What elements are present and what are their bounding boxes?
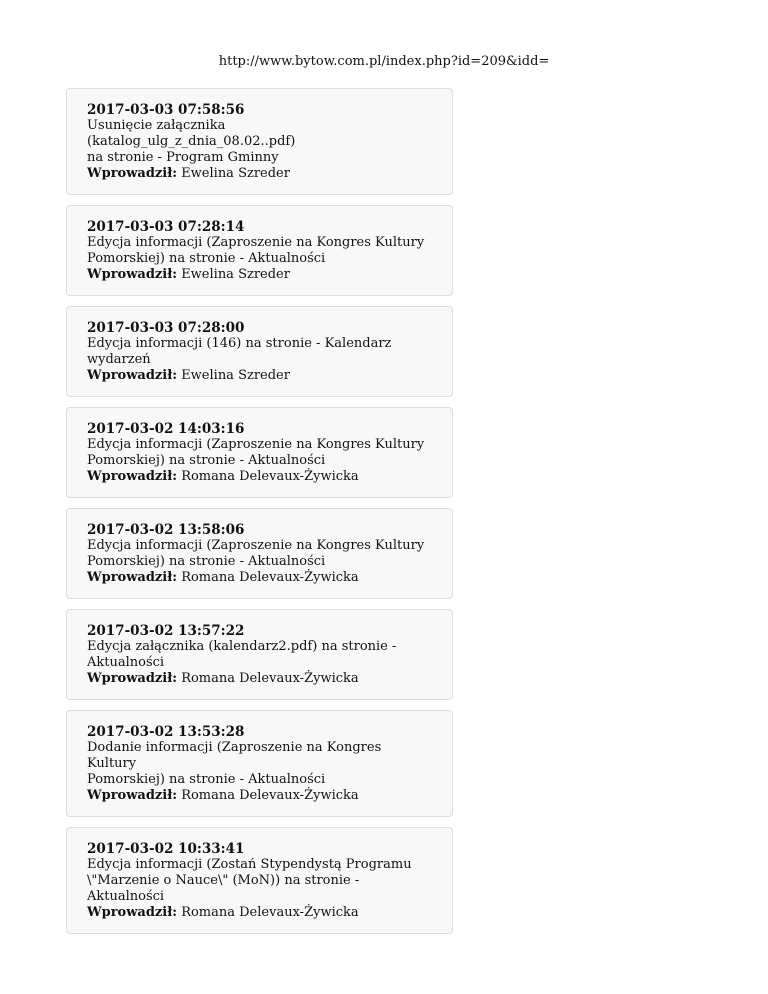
- author-name: Romana Delevaux-Żywicka: [181, 469, 359, 484]
- entry-description-line: Edycja informacji (Zostań Stypendystą Programu: [87, 857, 412, 872]
- author-label: Wprowadził:: [87, 671, 178, 686]
- entry-description-line: wydarzeń: [87, 352, 151, 367]
- entry-description-line: Pomorskiej) na stronie - Aktualności: [87, 772, 326, 787]
- entry-timestamp: 2017-03-03 07:58:56: [87, 102, 245, 118]
- entry-description-line: \"Marzenie o Nauce\" (MoN)) na stronie -: [87, 873, 360, 888]
- page-url: http://www.bytow.com.pl/index.php?id=209&idd=: [218, 54, 550, 69]
- log-entry: [66, 88, 453, 195]
- log-entry: [66, 508, 453, 599]
- log-entry: [66, 407, 453, 498]
- log-entry: [66, 827, 453, 934]
- author-name: Ewelina Szreder: [181, 166, 290, 181]
- author-label: Wprowadził:: [87, 788, 178, 803]
- entry-timestamp: 2017-03-03 07:28:14: [87, 219, 245, 235]
- log-entry: [66, 306, 453, 397]
- entry-description-line: Pomorskiej) na stronie - Aktualności: [87, 554, 326, 569]
- entry-author: [87, 368, 432, 384]
- author-label: Wprowadził:: [87, 166, 178, 181]
- log-entry: [66, 609, 453, 700]
- entry-timestamp: 2017-03-02 13:57:22: [87, 623, 245, 639]
- log-entry: [66, 205, 453, 296]
- entry-author: [87, 570, 432, 586]
- entry-description-line: Aktualności: [87, 889, 165, 904]
- entry-description-line: Pomorskiej) na stronie - Aktualności: [87, 251, 326, 266]
- entry-author: [87, 166, 432, 182]
- change-log-list: [66, 88, 453, 944]
- author-name: Romana Delevaux-Żywicka: [181, 905, 359, 920]
- entry-description-line: Edycja informacji (Zaproszenie na Kongres Kultury: [87, 235, 425, 250]
- entry-author: [87, 671, 432, 687]
- entry-timestamp: 2017-03-03 07:28:00: [87, 320, 245, 336]
- log-entry: [66, 710, 453, 817]
- entry-description-line: Edycja załącznika (kalendarz2.pdf) na stronie -: [87, 639, 397, 654]
- entry-description-line: Aktualności: [87, 655, 165, 670]
- entry-author: [87, 905, 432, 921]
- author-label: Wprowadził:: [87, 368, 178, 383]
- entry-timestamp: 2017-03-02 13:53:28: [87, 724, 245, 740]
- author-label: Wprowadził:: [87, 570, 178, 585]
- author-name: Romana Delevaux-Żywicka: [181, 788, 359, 803]
- entry-author: [87, 788, 432, 804]
- author-label: Wprowadził:: [87, 469, 178, 484]
- entry-description-line: Edycja informacji (146) na stronie - Kalendarz: [87, 336, 392, 351]
- author-label: Wprowadził:: [87, 905, 178, 920]
- entry-description-line: Edycja informacji (Zaproszenie na Kongres Kultury: [87, 538, 425, 553]
- entry-timestamp: 2017-03-02 13:58:06: [87, 522, 245, 538]
- entry-description-line: Dodanie informacji (Zaproszenie na Kongres Kultury: [87, 740, 382, 771]
- entry-timestamp: 2017-03-02 10:33:41: [87, 841, 245, 857]
- entry-timestamp: 2017-03-02 14:03:16: [87, 421, 245, 437]
- entry-author: [87, 469, 432, 485]
- author-label: Wprowadził:: [87, 267, 178, 282]
- entry-description-line: Usunięcie załącznika (katalog_ulg_z_dnia_08.02..pdf): [87, 118, 296, 149]
- author-name: Romana Delevaux-Żywicka: [181, 671, 359, 686]
- author-name: Romana Delevaux-Żywicka: [181, 570, 359, 585]
- entry-description-line: Pomorskiej) na stronie - Aktualności: [87, 453, 326, 468]
- entry-description-line: na stronie - Program Gminny: [87, 150, 279, 165]
- entry-description-line: Edycja informacji (Zaproszenie na Kongres Kultury: [87, 437, 425, 452]
- author-name: Ewelina Szreder: [181, 368, 290, 383]
- entry-author: [87, 267, 432, 283]
- author-name: Ewelina Szreder: [181, 267, 290, 282]
